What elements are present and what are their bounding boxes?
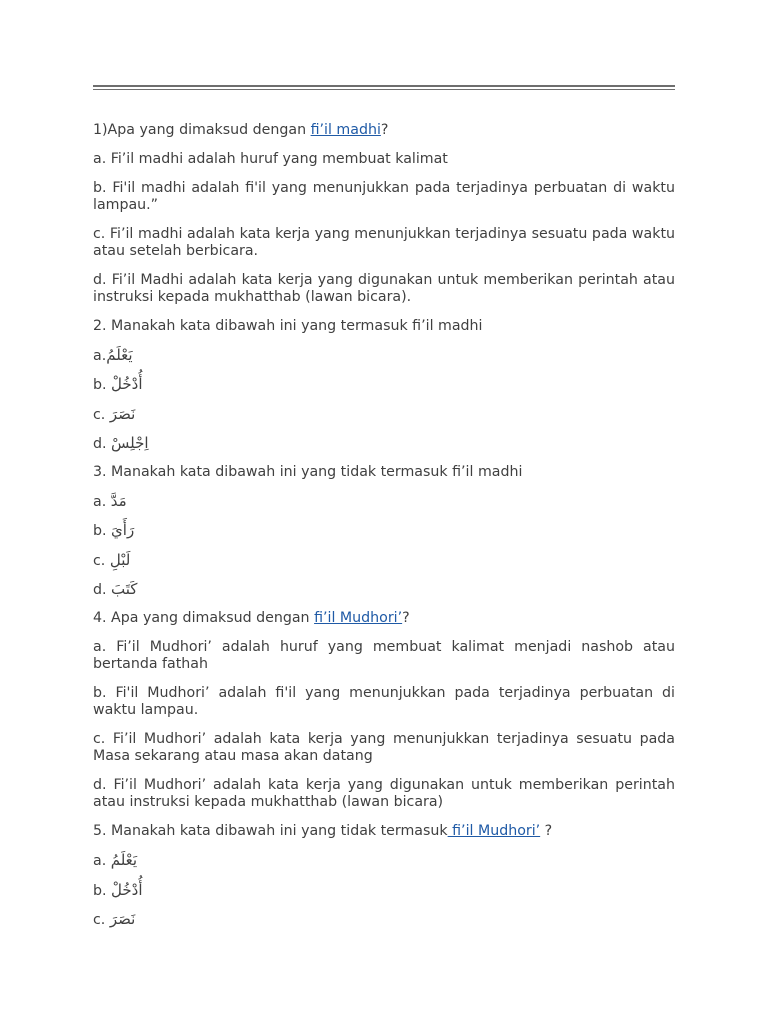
q5-option-c-label: c.	[93, 911, 110, 928]
q5-option-b	[93, 882, 675, 899]
question-1-text: 1)Apa yang dimaksud dengan	[93, 122, 311, 138]
fiil-madhi-link[interactable]: fi’il madhi	[310, 122, 381, 138]
q3-option-a	[93, 493, 675, 510]
q1-option-c: c. Fi’il madhi adalah kata kerja yang menunjukkan terjadinya sesuatu pada waktu atau setelah berbicara.	[93, 226, 675, 259]
question-1-end: ?	[380, 122, 389, 138]
q5-option-a-label: a.	[93, 853, 111, 870]
q2-option-d-label: d.	[93, 435, 112, 452]
q5-option-b-arabic: أُدْخُلْ	[111, 880, 143, 899]
q2-option-a-arabic: يَعْلَمُ	[106, 346, 133, 364]
q3-option-b	[93, 522, 675, 539]
q4-option-b: b. Fi'il Mudhori’ adalah fi'il yang menunjukkan pada terjadinya perbuatan di waktu lampau.	[93, 685, 675, 719]
q1-option-b: b. Fi'il madhi adalah fi'il yang menunjukkan pada terjadinya perbuatan di waktu lampau.”	[93, 180, 675, 213]
q3-option-d-label: d.	[93, 582, 112, 599]
fiil-mudhori-link[interactable]: fi’il Mudhori’	[314, 610, 403, 627]
fiil-mudhori-link-2[interactable]: fi’il Mudhori’	[447, 823, 541, 840]
question-3: 3. Manakah kata dibawah ini yang tidak termasuk fi’il madhi	[93, 464, 523, 481]
question-5-end: ?	[540, 823, 553, 840]
document-content	[93, 122, 675, 940]
question-5	[93, 823, 675, 840]
q2-option-c	[93, 406, 675, 423]
q2-option-b-label: b.	[93, 377, 112, 394]
q5-option-a	[93, 852, 675, 869]
q3-option-d	[93, 581, 675, 598]
q2-option-a	[93, 347, 675, 364]
q4-option-a: a. Fi’il Mudhori’ adalah huruf yang membuat kalimat menjadi nashob atau bertanda fathah	[93, 639, 675, 673]
q2-option-b	[93, 376, 675, 393]
q3-option-d-arabic: كَتَبَ	[111, 580, 138, 599]
q4-option-d: d. Fi’il Mudhori’ adalah kata kerja yang digunakan untuk memberikan perintah atau instruksi kepada mukhatthab (lawan bicara)	[93, 777, 675, 811]
q3-option-b-arabic: رَأَيَ	[111, 521, 135, 540]
q5-option-c	[93, 911, 675, 928]
q3-option-a-arabic: مَدَّ	[110, 492, 127, 511]
q3-option-c-label: c.	[93, 552, 110, 569]
q2-option-c-arabic: نَصَرَ	[109, 404, 136, 423]
q5-option-a-arabic: يَعْلَمُ	[110, 851, 138, 870]
q2-option-a-label: a.	[93, 348, 107, 364]
q3-option-c-arabic: لَبْلِ	[109, 550, 131, 569]
q2-option-c-label: c.	[93, 406, 110, 423]
q3-option-b-label: b.	[93, 523, 112, 540]
q1-option-d: d. Fi’il Madhi adalah kata kerja yang digunakan untuk memberikan perintah atau instruksi kepada mukhatthab (lawan bicara).	[93, 272, 675, 305]
question-4-end: ?	[402, 610, 410, 627]
question-2: 2. Manakah kata dibawah ini yang termasuk fi’il madhi	[93, 318, 483, 334]
header-rule	[93, 85, 675, 90]
q4-option-c: c. Fi’il Mudhori’ adalah kata kerja yang menunjukkan terjadinya sesuatu pada Masa sekarang atau masa akan datang	[93, 731, 675, 765]
q3-option-c	[93, 552, 675, 569]
q2-option-d	[93, 435, 675, 452]
question-5-text: 5. Manakah kata dibawah ini yang tidak termasuk	[93, 823, 448, 840]
question-4	[93, 610, 675, 627]
q2-option-b-arabic: أُدْخُلْ	[111, 375, 143, 394]
q2-option-d-arabic: اِجْلِسْ	[111, 433, 149, 452]
q1-option-a: a. Fi’il madhi adalah huruf yang membuat kalimat	[93, 151, 448, 167]
question-4-text: 4. Apa yang dimaksud dengan	[93, 610, 315, 627]
q5-option-c-arabic: نَصَرَ	[109, 909, 136, 928]
q3-option-a-label: a.	[93, 494, 111, 511]
q5-option-b-label: b.	[93, 882, 112, 899]
question-1	[93, 122, 675, 139]
